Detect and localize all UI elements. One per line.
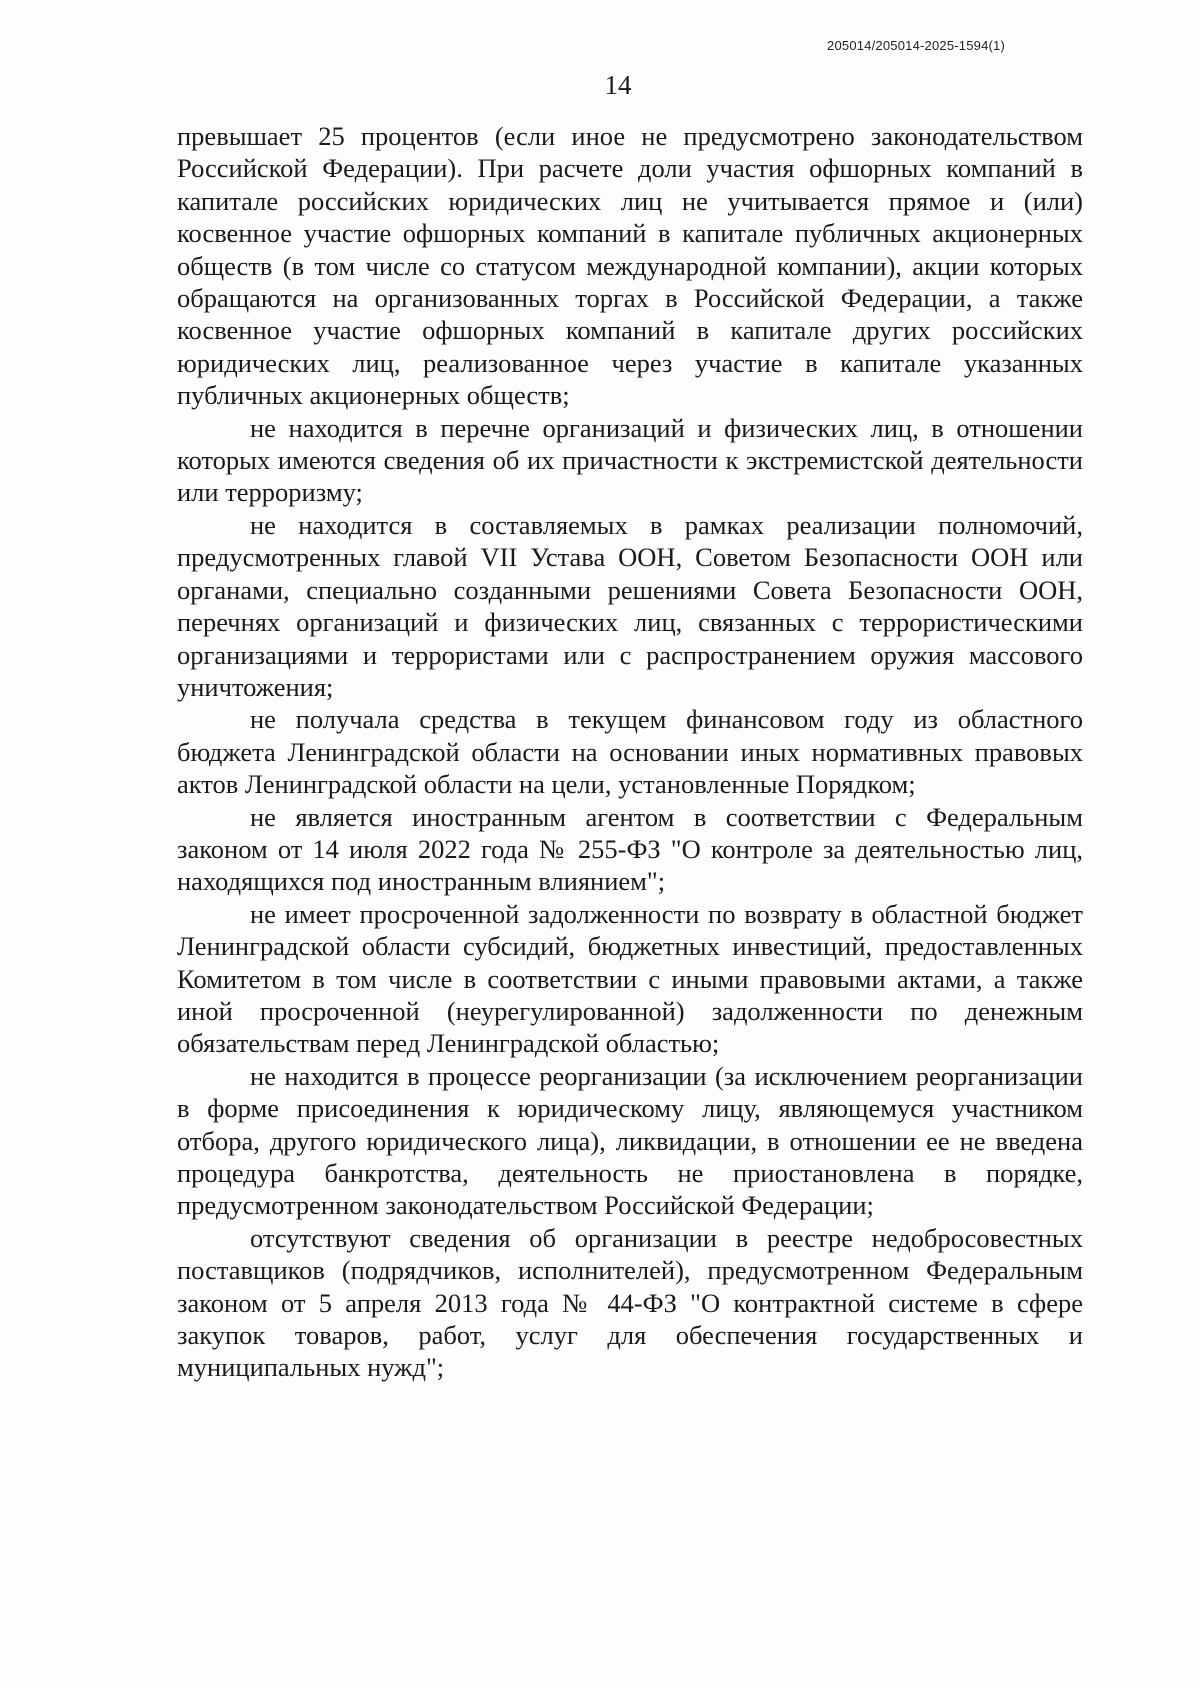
paragraph-no-overdue-debt: не имеет просроченной задолженности по возврату в областной бюджет Ленинградской области субсидий, бюджетных инвестиций, предоставленных Комитетом в том числе в соответствии с иными правовыми актами, а также иной просроченной (неурегулированной) задолженности по денежным обязательствам перед Ленинградской областью; [177,898,1083,1059]
paragraph-no-reorganization: не находится в процессе реорганизации (за исключением реорганизации в форме присоединения к юридическому лицу, являющемуся участником отбора, другого юридического лица), ликвидации, в отношении ее не введена процедура банкротства, деятельность не приостановлена в порядке, предусмотренном законодательством Российской Федерации; [177,1060,1083,1221]
paragraph-extremism-list: не находится в перечне организаций и физических лиц, в отношении которых имеются сведения об их причастности к экстремистской деятельности или терроризму; [177,412,1083,508]
paragraph-unreliable-suppliers: отсутствуют сведения об организации в реестре недобросовестных поставщиков (подрядчиков, исполнителей), предусмотренном Федеральным законом от 5 апреля 2013 года № 44-ФЗ "О контрактной системе в сфере закупок товаров, работ, услуг для обеспечения государственных и муниципальных нужд"; [177,1222,1083,1383]
document-body [177,120,1083,1384]
paragraph-un-sanctions-list: не находится в составляемых в рамках реализации полномочий, предусмотренных главой VII Устава ООН, Советом Безопасности ООН или органами, специально созданными решениями Совета Безопасности ООН, перечнях организаций и физических лиц, связанных с террористическими организациями и террористами или с распространением оружия массового уничтожения; [177,509,1083,702]
page-number: 14 [604,70,632,100]
paragraph-offshore-share: превышает 25 процентов (если иное не предусмотрено законодательством Российской Федерации). При расчете доли участия офшорных компаний в капитале российских юридических лиц не учитывается прямое и (или) косвенное участие офшорных компаний в капитале публичных акционерных обществ (в том числе со статусом международной компании), акции которых обращаются на организованных торгах в Российской Федерации, а также косвенное участие офшорных компаний в капитале других российских юридических лиц, реализованное через участие в капитале указанных публичных акционерных обществ; [177,121,1083,411]
paragraph-foreign-agent: не является иностранным агентом в соответствии с Федеральным законом от 14 июля 2022 года № 255-ФЗ "О контроле за деятельностью лиц, находящихся под иностранным влиянием"; [177,801,1083,897]
paragraph-no-other-funds: не получала средства в текущем финансовом году из областного бюджета Ленинградской области на основании иных нормативных правовых актов Ленинградской области на цели, установленные Порядком; [177,704,1083,800]
document-id: 205014/205014-2025-1594(1) [827,38,1005,53]
